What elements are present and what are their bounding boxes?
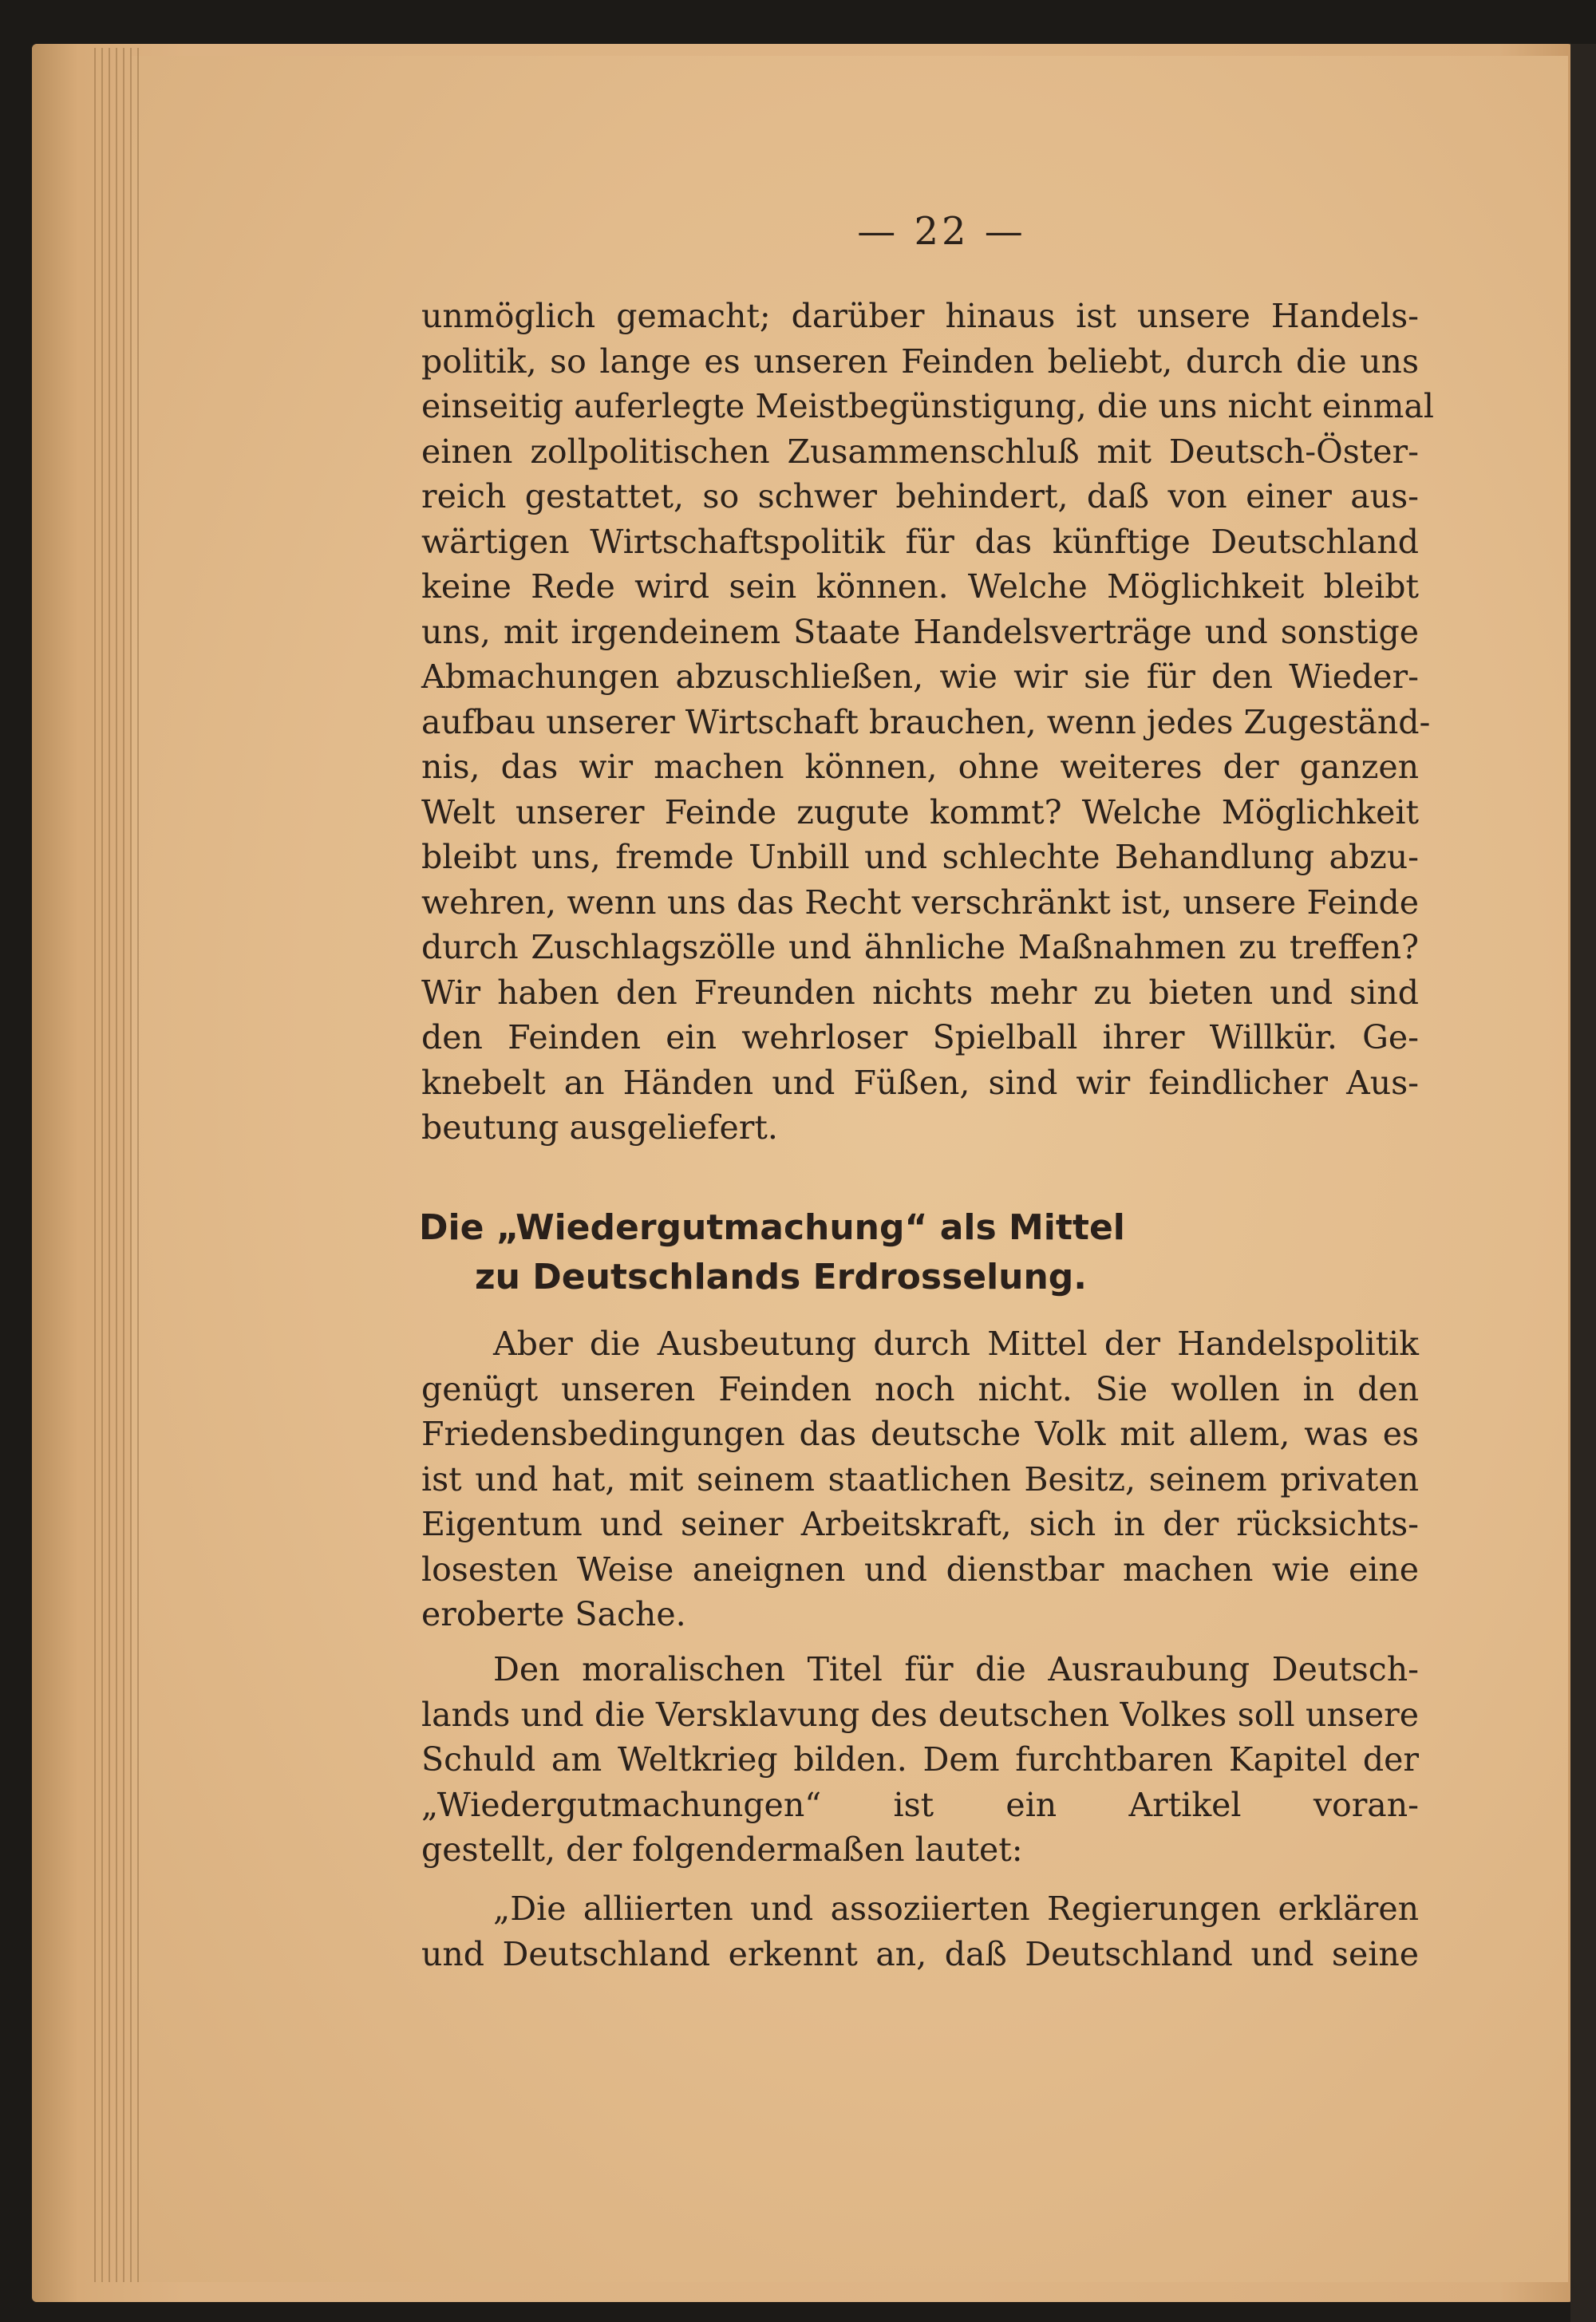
section-heading-line-1: Die „Wiedergutmachung“ als Mittel bbox=[419, 1207, 1125, 1248]
text-line: aufbau unserer Wirtschaft brauchen, wenn jedes Zugeständ- bbox=[421, 702, 1431, 741]
paragraph-3 bbox=[421, 1647, 1419, 1873]
text-line: genügt unseren Feinden noch nicht. Sie wollen in den bbox=[421, 1369, 1419, 1408]
text-line: Friedensbedingungen das deutsche Volk mit allem, was es bbox=[421, 1415, 1419, 1453]
text-line: keine Rede wird sein können. Welche Möglichkeit bleibt bbox=[421, 567, 1419, 606]
text-line: einseitig auferlegte Meistbegünstigung, die uns nicht einmal bbox=[421, 387, 1434, 425]
text-line: Wir haben den Freunden nichts mehr zu bieten und sind bbox=[421, 973, 1419, 1012]
paragraph-4 bbox=[421, 1886, 1419, 1976]
section-heading-line-2: zu Deutschlands Erdrosselung. bbox=[475, 1257, 1088, 1297]
text-line: politik, so lange es unseren Feinden beliebt, durch die uns bbox=[421, 342, 1419, 381]
text-line: lands und die Versklavung des deutschen Volkes soll unsere bbox=[421, 1695, 1419, 1734]
text-line: knebelt an Händen und Füßen, sind wir feindlicher Aus- bbox=[421, 1063, 1419, 1102]
text-line: Schuld am Weltkrieg bilden. Dem furchtbaren Kapitel der bbox=[421, 1740, 1419, 1779]
text-line: losesten Weise aneignen und dienstbar machen wie eine bbox=[421, 1550, 1419, 1589]
text-line: gestellt, der folgendermaßen lautet: bbox=[421, 1830, 1023, 1869]
page-number: — 22 — bbox=[857, 209, 1026, 254]
text-line: bleibt uns, fremde Unbill und schlechte Behandlung abzu- bbox=[421, 838, 1419, 876]
text-line: unmöglich gemacht; darüber hinaus ist unsere Handels- bbox=[421, 297, 1419, 335]
text-line: Abmachungen abzuschließen, wie wir sie für den Wieder- bbox=[421, 658, 1419, 696]
text-line: den Feinden ein wehrloser Spielball ihrer Willkür. Ge- bbox=[421, 1018, 1419, 1056]
text-line: wehren, wenn uns das Recht verschränkt ist, unsere Feinde bbox=[421, 883, 1419, 922]
paragraph-2 bbox=[421, 1321, 1419, 1637]
text-line: und Deutschland erkennt an, daß Deutschland und seine bbox=[421, 1934, 1419, 1973]
text-line: Aber die Ausbeutung durch Mittel der Handelspolitik bbox=[493, 1325, 1419, 1363]
text-line: „Die alliierten und assoziierten Regierungen erklären bbox=[493, 1890, 1419, 1928]
text-line: nis, das wir machen können, ohne weiteres der ganzen bbox=[421, 748, 1419, 786]
text-line: ist und hat, mit seinem staatlichen Besitz, seinem privaten bbox=[421, 1459, 1419, 1499]
paragraph-1 bbox=[421, 294, 1434, 1151]
text-line: beutung ausgeliefert. bbox=[421, 1108, 778, 1147]
text-line: „Wiedergutmachungen“ ist ein Artikel voran- bbox=[421, 1785, 1419, 1824]
text-line: Eigentum und seiner Arbeitskraft, sich in der rücksichts- bbox=[421, 1505, 1419, 1543]
text-line: Den moralischen Titel für die Ausraubung Deutsch- bbox=[493, 1650, 1419, 1688]
text-line: durch Zuschlagszölle und ähnliche Maßnahmen zu treffen? bbox=[421, 928, 1419, 966]
section-heading bbox=[419, 1203, 1416, 1302]
text-line: einen zollpolitischen Zusammenschluß mit Deutsch-Öster- bbox=[421, 432, 1419, 471]
text-line: reich gestattet, so schwer behindert, daß von einer aus- bbox=[421, 477, 1419, 515]
text-line: uns, mit irgendeinem Staate Handelsverträge und sonstige bbox=[421, 612, 1419, 651]
text-line: Welt unserer Feinde zugute kommt? Welche Möglichkeit bbox=[421, 792, 1419, 831]
text-line: eroberte Sache. bbox=[421, 1595, 686, 1633]
text-line: wärtigen Wirtschaftspolitik für das künftige Deutschland bbox=[421, 522, 1419, 561]
